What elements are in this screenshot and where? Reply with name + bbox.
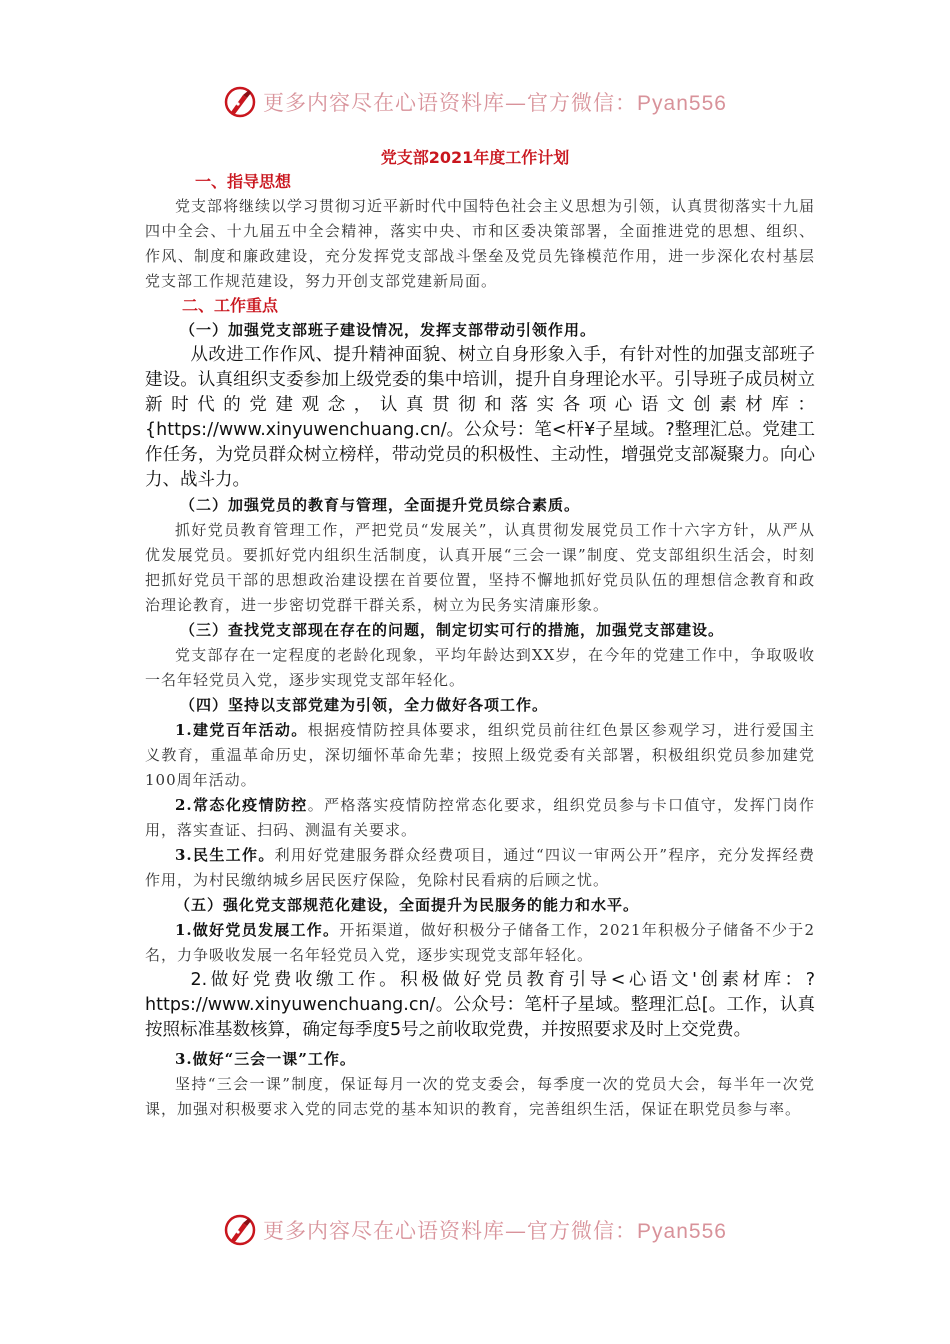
item-1-heading: （一）加强党支部班子建设情况，发挥支部带动引领作用。	[180, 321, 597, 339]
top-banner	[0, 82, 950, 122]
pen-nib-circle-icon	[223, 1213, 257, 1247]
item-2-heading: （二）加强党员的教育与管理，全面提升党员综合素质。	[180, 496, 581, 514]
section-heading-2: 二、工作重点	[182, 296, 279, 315]
item-1-body: 从改进工作作风、提升精神面貌、树立自身形象入手，有针对性的加强支部班子建设。认真组织支委参加上级党委的集中培训，提升自身理论水平。引导班子成员树立新时代的党建观念，认真贯彻和落实各项心语文创素材库：{https://www.xinyuwenchuang.cn/。公众号：笔<杆¥子星域。?整理汇总。党建工作任务，为党员群众树立榜样，带动党员的积极性、主动性，增强党支部凝聚力。向心力、战斗力。	[145, 345, 815, 490]
section-1-body: 党支部将继续以学习贯彻习近平新时代中国特色社会主义思想为引领，认真贯彻落实十九届四中全会、十九届五中全会精神，落实中央、市和区委决策部署，全面推进党的思想、组织、作风、制度和廉政建设，充分发挥党支部战斗堡垒及党员先锋模范作用，进一步深化农村基层党支部工作规范建设，努力开创支部党建新局面。	[145, 197, 816, 290]
item-5-heading: （五）强化党支部规范化建设，全面提升为民服务的能力和水平。	[175, 896, 640, 914]
item-5-point-3-heading: 3.做好“三会一课”工作。	[175, 1050, 356, 1068]
bottom-banner	[0, 1210, 950, 1250]
page-title: 党支部2021年度工作计划	[380, 148, 570, 167]
pen-nib-circle-icon	[223, 85, 257, 119]
item-5-point-1: 1.做好党员发展工作。开拓渠道，做好积极分子储备工作，2021年积极分子储备不少于2名，力争吸收发展一名年轻党员入党，逐步实现党支部年轻化。	[145, 921, 815, 964]
section-heading-1: 一、指导思想	[195, 172, 292, 191]
banner-text: 更多内容尽在心语资料库—官方微信：Pyan556	[263, 91, 727, 115]
item-3-heading: （三）查找党支部现在存在的问题，制定切实可行的措施，加强党支部建设。	[180, 621, 725, 639]
wechat-id: Pyan556	[637, 1220, 727, 1243]
item-4-heading: （四）坚持以支部党建为引领，全力做好各项工作。	[180, 696, 549, 714]
item-5-point-3-body: 坚持“三会一课”制度，保证每月一次的党支委会，每季度一次的党员大会，每半年一次党课，加强对积极要求入党的同志党的基本知识的教育，完善组织生活，保证在职党员参与率。	[145, 1075, 815, 1118]
item-3-body: 党支部存在一定程度的老龄化现象，平均年龄达到XX岁，在今年的党建工作中，争取吸收一名年轻党员入党，逐步实现党支部年轻化。	[145, 646, 815, 689]
item-5-point-2: 2.做好党费收缴工作。积极做好党员教育引导<心语文'创素材库：?https://www.xinyuwenchuang.cn/。公众号：笔杆子星域。整理汇总[。工作，认真按照标准基数核算，确定每季度5号之前收取党费，并按照要求及时上交党费。	[145, 970, 815, 1040]
wechat-id: Pyan556	[637, 92, 727, 115]
item-2-body: 抓好党员教育管理工作，严把党员“发展关”，认真贯彻发展党员工作十六字方针，从严从优发展党员。要抓好党内组织生活制度，认真开展“三会一课”制度、党支部组织生活会，时刻把抓好党员干部的思想政治建设摆在首要位置，坚持不懈地抓好党员队伍的理想信念教育和政治理论教育，进一步密切党群干群关系，树立为民务实清廉形象。	[145, 521, 815, 614]
document-body	[145, 170, 815, 1122]
item-4-point-1: 1.建党百年活动。根据疫情防控具体要求，组织党员前往红色景区参观学习，进行爱国主义教育，重温革命历史，深切缅怀革命先辈；按照上级党委有关部署，积极组织党员参加建党100周年活动。	[145, 721, 815, 789]
item-4-point-3: 3.民生工作。利用好党建服务群众经费项目，通过“四议一审两公开”程序，充分发挥经费作用，为村民缴纳城乡居民医疗保险，免除村民看病的后顾之忧。	[145, 846, 815, 889]
banner-text: 更多内容尽在心语资料库—官方微信：Pyan556	[263, 1219, 727, 1243]
item-4-point-2: 2.常态化疫情防控。严格落实疫情防控常态化要求，组织党员参与卡口值守，发挥门岗作用，落实查证、扫码、测温有关要求。	[145, 796, 815, 839]
